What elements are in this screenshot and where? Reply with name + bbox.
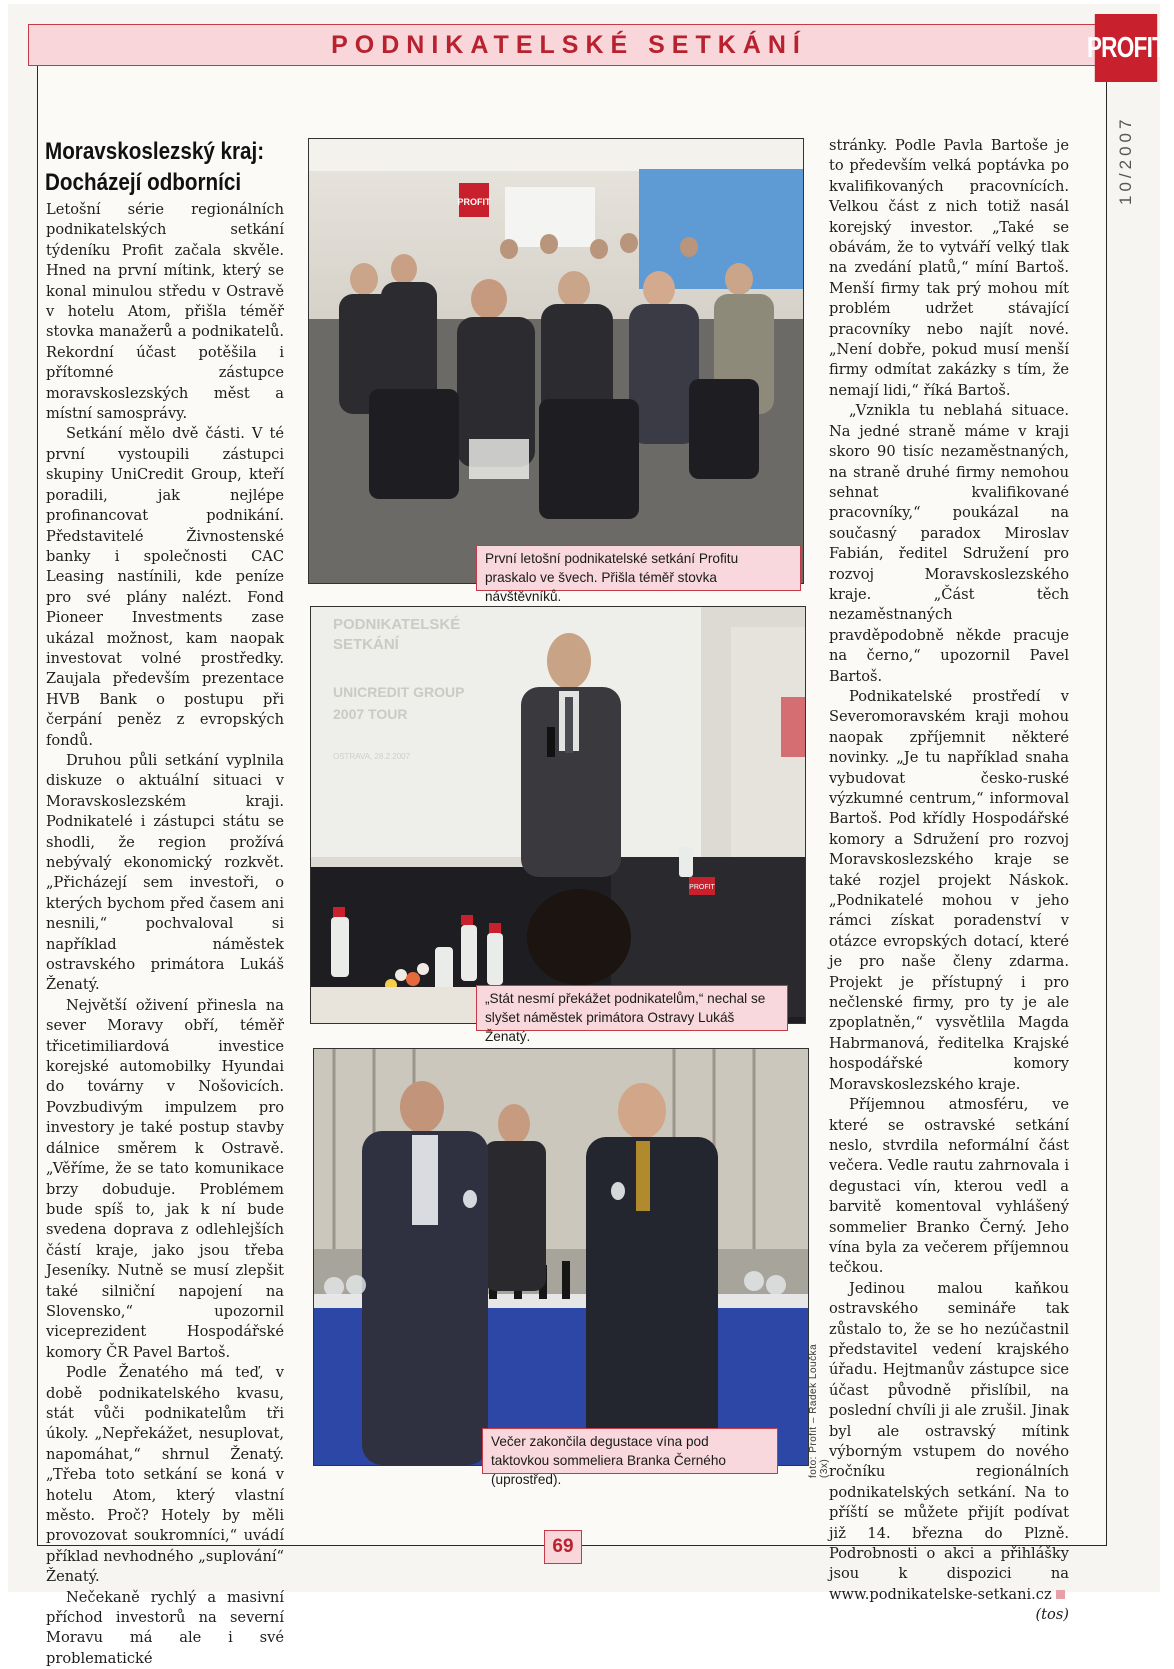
slide-text-3: UNICREDIT GROUP bbox=[333, 684, 465, 700]
paragraph: Druhou půli setkání vyplnila diskuze o aktuální situaci v Moravskoslezském kraji. Podnikatelé i zástupci státu se shodli, že region prožívá nebývalý ekonomický rozkvět. „Přicházejí sem investoři, o kterých bychom před časem ani nesnili,“ pochvaloval si například náměstek ostravského primátora Lukáš Ženatý. bbox=[46, 751, 284, 994]
paragraph: Setkání mělo dvě části. V té první vystoupili zástupci skupiny UniCredit Group, kteří poradili, jak nejlépe profinancovat podnikání. Představitelé Živnostenské banky i společnosti CAC Leasing nastínili, kde peníze pro své plány nalézt. Fond Pioneer Investments zase ukázal možnost, kam naopak investovat volné prostředky. Zaujala především prezentace HVB Bank o postupu při čerpání peněz z evropských fondů. bbox=[46, 425, 284, 749]
speaker-photo-illustration bbox=[311, 607, 805, 1023]
photo-wine-tasting bbox=[313, 1048, 809, 1466]
byline: (tos) bbox=[1035, 1606, 1069, 1624]
paragraph: Největší oživení přinesla na sever Moravy obří, téměř třicetimiliardová investice korejské automobilky Hyundai do továrny v Nošovicích. Povzbudivým impulzem pro investory je také postup stavby dálnice směrem k Ostravě. „Věříme, že se tato komunikace brzy dobuduje. Problémem bude spíš to, jak k ní bude svedena doprava z odlehlejších částí kraje, jako jsou třeba Jeseníky. Nutně se musí zlepšit také silniční napojení na Slovensko,“ upozornil viceprezident Hospodářské komory ČR Pavel Bartoš. bbox=[46, 996, 284, 1361]
paragraph: Příjemnou atmosféru, ve které se ostravské setkání neslo, stvrdila neformální část večera. Vedle rautu zahrnovala i degustaci vín, kterou vedl a barvitě komentoval vyhlášený sommelier Branko Černý. Jeho vína byla za večerem příjemnou tečkou. bbox=[829, 1096, 1069, 1277]
right-column bbox=[829, 136, 1069, 1626]
paragraph: „Vznikla tu neblahá situace. Na jedné straně máme v kraji skoro 90 tisíc nezaměstnaných, na straně druhé firmy nemohou sehnat kvalifikované pracovníky,“ poukázal na současný paradox Miroslav Fabián, ředitel Sdružení pro rozvoj Moravskoslezského kraje. „Část těch nezaměstnaných pravděpodobně někde pracuje na černo,“ upozornil Pavel Bartoš. bbox=[829, 402, 1069, 685]
section-title: PODNIKATELSKÉ SETKÁNÍ bbox=[331, 30, 807, 59]
issue-number: 10/2007 bbox=[1116, 115, 1135, 205]
paragraph: Letošní série regionálních podnikatelských setkání týdeníku Profit začala skvěle. Hned na první mítink, který se konal minulou středu v Ostravě v hotelu Atom, přišla téměř stovka manažerů a podnikatelů. Rekordní účast potěšila i přítomné zástupce moravskoslezských měst a místní samosprávy. bbox=[46, 201, 284, 423]
slide-text-5: OSTRAVA, 28.2.2007 bbox=[333, 752, 411, 761]
photo3-caption: Večer zakončila degustace vína pod taktovkou sommeliera Branka Černého (uprostřed). bbox=[482, 1428, 778, 1474]
wall-sign: PROFIT bbox=[457, 197, 491, 207]
conference-photo-illustration bbox=[309, 139, 803, 583]
paragraph: Podnikatelské prostředí v Severomoravském kraji mohou naopak zpříjemnit některé novinky. „Je tu například snaha vybudovat česko-ruské výzkumné centrum,“ informoval Bartoš. Pod křídly Hospodářské komory a Sdružení pro rozvoj Moravskoslezského kraje se také rozjel projekt Náskok. „Podnikatelé mohou v jeho rámci získat poradenství v otázce evropských dotací, které je pro naše členy zdarma. Projekt je přístupný i pro nečlenské firmy, pro ty je ale zpoplatněn,“ vysvětlila Magda Habrmanová, ředitelka Krajské hospodářské komory Moravskoslezského kraje. bbox=[829, 687, 1069, 1093]
paragraph: stránky. Podle Pavla Bartoše je to především velká poptávka po kvalifikovaných pracovnících. Velkou část z nich totiž nasál korejský investor. „Také se obávám, že to vytváří velký tlak na zvedání platů,“ míní Bartoš. Menší firmy tak prý mohou mít problém udržet stávající pracovníky nebo najít nové. „Není dobře, pokud musí menší firmy odmítat zakázky s tím, že nemají lidi,“ říká Bartoš. bbox=[829, 137, 1069, 399]
desk-sign: PROFIT bbox=[689, 884, 715, 891]
photo-speaker bbox=[310, 606, 806, 1024]
photo2-caption: „Stát nesmí překážet podnikatelům,“ nechal se slyšet náměstek primátora Ostravy Lukáš Ženatý. bbox=[476, 985, 788, 1031]
paragraph: Nečekaně rychlý a masivní příchod investorů na severní Moravu má ale i své problematické bbox=[46, 1588, 284, 1667]
slide-text-4: 2007 TOUR bbox=[333, 706, 408, 722]
article-headline: Moravskoslezský kraj: Docházejí odborníci bbox=[45, 138, 265, 196]
photo-credit: foto: Profit – Radek Loučka (3x) bbox=[808, 1343, 830, 1478]
slide-text-2: SETKÁNÍ bbox=[333, 636, 399, 653]
end-mark-icon bbox=[1056, 1590, 1065, 1599]
paragraph-text: Jedinou malou kaňkou ostravského semináře tak zůstalo to, že se ho nezúčastnil představitel vedení krajského úřadu. Hejtmanův zástupce sice účast původně přislíbil, na poslední chvíli ji ale zrušil. Jinak byl ale ostravský mítink výborným vstupem do nového ročníku regionálních podnikatelských setkání. Na to příští se můžete přijít podívat již 14. března do Plzně. Podrobnosti o akci a přihlášky jsou k dispozici na www.podnikatelske-setkani.cz bbox=[829, 1279, 1069, 1603]
photo1-caption: První letošní podnikatelské setkání Profitu praskalo ve švech. Přišla téměř stovka návštěvníků. bbox=[476, 545, 801, 591]
left-column bbox=[46, 200, 284, 1669]
page-number: 69 bbox=[544, 1530, 582, 1564]
photo-conference-hall bbox=[308, 138, 804, 584]
paragraph: Podle Ženatého má teď, v době podnikatelského kvasu, stát vůči podnikatelům tři úkoly. „Nepřekážet, nesuplovat, napomáhat,“ shrnul Ženatý. „Třeba toto setkání se koná v hotelu Atom, který vlastní město. Proč? Hotely by měli provozovat soukromníci,“ uvádí příklad nevhodného „suplování“ Ženatý. bbox=[46, 1364, 284, 1586]
slide-text-1: PODNIKATELSKÉ bbox=[333, 616, 461, 633]
wine-tasting-photo-illustration bbox=[314, 1049, 808, 1465]
profit-logo: PROFIT bbox=[1095, 14, 1157, 82]
paragraph-final bbox=[829, 1279, 1069, 1606]
section-header bbox=[28, 24, 1110, 66]
